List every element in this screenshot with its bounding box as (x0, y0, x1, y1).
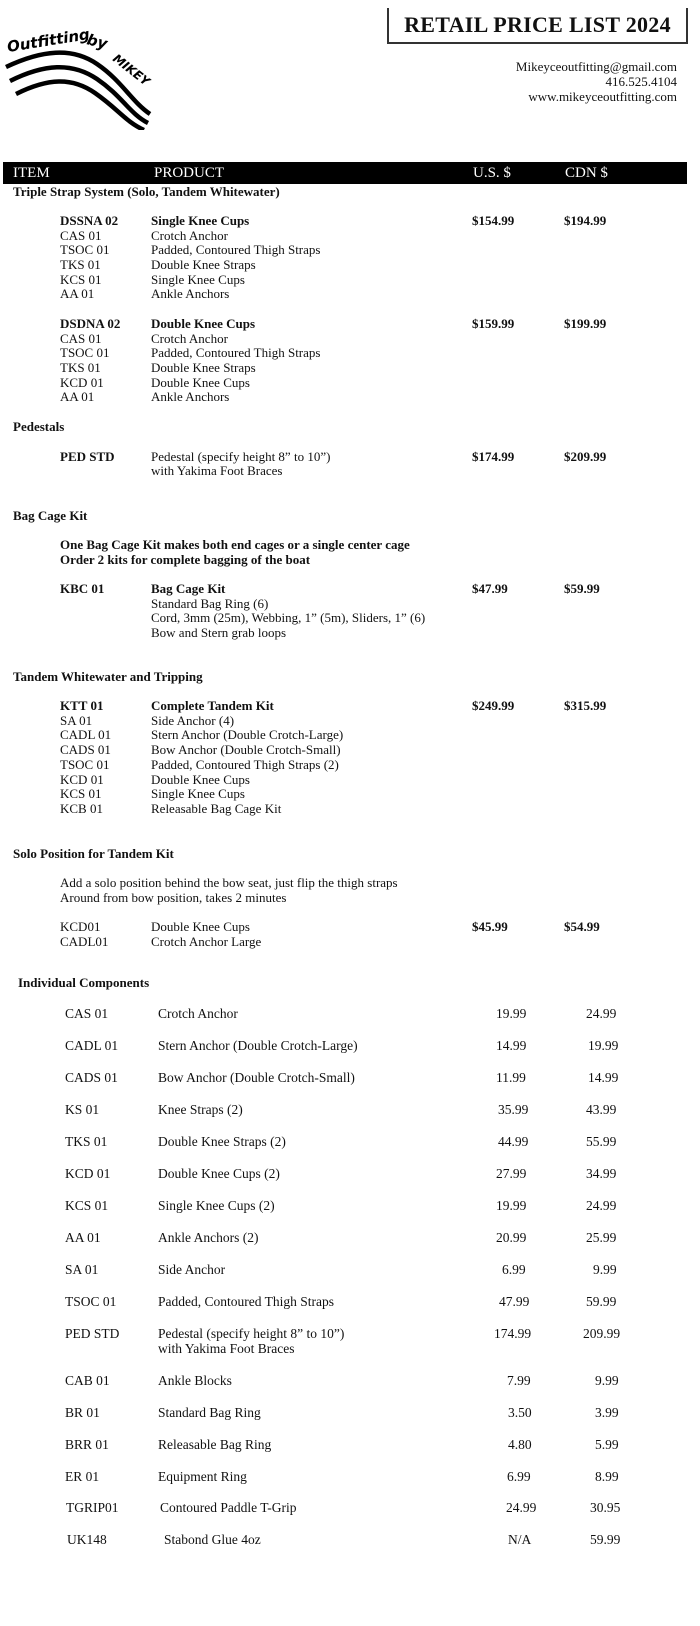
part-code: SA 01 (60, 713, 93, 728)
column-cdn: CDN $ (565, 165, 608, 181)
kit-price-cdn: $194.99 (564, 213, 607, 228)
item-name: Pedestal (specify height 8” to 10”) (151, 449, 331, 464)
section-heading-triple-strap: Triple Strap System (Solo, Tandem Whitewater) (13, 184, 280, 199)
section-heading-bag-cage: Bag Cage Kit (13, 508, 88, 523)
page-title (387, 8, 688, 44)
section-heading-pedestals: Pedestals (13, 419, 65, 434)
component-price-cdn: 24.99 (586, 1006, 617, 1021)
price-cdn: $209.99 (564, 449, 607, 464)
part-code: KCD 01 (60, 375, 104, 390)
component-price-cdn: 19.99 (588, 1038, 619, 1053)
component-price-us: 47.99 (499, 1294, 530, 1309)
kit-name: Single Knee Cups (151, 213, 250, 228)
component-name: Releasable Bag Ring (158, 1437, 272, 1452)
section-heading-components: Individual Components (18, 975, 150, 990)
part-code: CADS 01 (60, 742, 111, 757)
kit-name: Complete Tandem Kit (151, 698, 274, 713)
part-name: Padded, Contoured Thigh Straps (151, 242, 321, 257)
component-price-us: N/A (508, 1532, 532, 1547)
price-us: $45.99 (472, 919, 508, 934)
part-name: Single Knee Cups (151, 786, 245, 801)
part-name: Double Knee Straps (151, 257, 256, 272)
section-note: One Bag Cage Kit makes both end cages or a single center cage (60, 537, 410, 552)
component-name: Standard Bag Ring (158, 1405, 261, 1420)
kit-code: DSDNA 02 (60, 316, 121, 331)
part-code: CADL01 (60, 934, 109, 949)
part-name: Double Knee Cups (151, 772, 250, 787)
component-name: Knee Straps (2) (158, 1102, 243, 1117)
component-price-us: 24.99 (506, 1500, 537, 1515)
component-price-cdn: 14.99 (588, 1070, 619, 1085)
item-detail: Bow and Stern grab loops (151, 625, 287, 640)
component-name: Stern Anchor (Double Crotch-Large) (158, 1038, 358, 1053)
svg-text:by: by (85, 30, 110, 53)
part-code: CADL 01 (60, 727, 112, 742)
item-code: KBC 01 (60, 581, 105, 596)
component-code: TSOC 01 (65, 1294, 117, 1309)
component-name: Double Knee Cups (2) (158, 1166, 280, 1181)
kit-price-cdn: $199.99 (564, 316, 607, 331)
part-name: Crotch Anchor (151, 331, 228, 346)
part-code: KCS 01 (60, 786, 102, 801)
component-code: KS 01 (65, 1102, 100, 1117)
component-code: SA 01 (65, 1262, 99, 1277)
company-logo (2, 22, 162, 130)
section-heading-tandem: Tandem Whitewater and Tripping (13, 669, 203, 684)
component-price-us: 174.99 (494, 1326, 532, 1341)
part-name: Releasable Bag Cage Kit (151, 801, 282, 816)
section-heading-solo: Solo Position for Tandem Kit (13, 846, 174, 861)
component-name: Pedestal (specify height 8” to 10”) (158, 1326, 345, 1341)
component-name: Stabond Glue 4oz (164, 1532, 261, 1547)
component-price-cdn: 59.99 (586, 1294, 617, 1309)
component-price-cdn: 8.99 (595, 1469, 619, 1484)
item-detail: Cord, 3mm (25m), Webbing, 1” (5m), Sliders, 1” (6) (151, 610, 426, 625)
component-price-cdn: 24.99 (586, 1198, 617, 1213)
component-code: KCS 01 (65, 1198, 109, 1213)
part-name: Ankle Anchors (151, 389, 230, 404)
section-note: Around from bow position, takes 2 minutes (60, 890, 287, 905)
component-code: KCD 01 (65, 1166, 111, 1181)
component-name: Equipment Ring (158, 1469, 247, 1484)
component-code: AA 01 (65, 1230, 101, 1245)
component-price-us: 20.99 (496, 1230, 527, 1245)
contact-info (516, 59, 677, 104)
part-code: AA 01 (60, 389, 95, 404)
price-cdn: $54.99 (564, 919, 600, 934)
svg-text:Outfitting: Outfitting (5, 25, 91, 56)
item-detail: Standard Bag Ring (6) (151, 596, 269, 611)
part-name: Crotch Anchor (151, 228, 228, 243)
svg-text:MIKEY: MIKEY (110, 51, 153, 89)
component-name: Single Knee Cups (2) (158, 1198, 275, 1213)
part-code: TSOC 01 (60, 345, 110, 360)
kit-price-us: $249.99 (472, 698, 515, 713)
component-price-cdn: 25.99 (586, 1230, 617, 1245)
component-name: Double Knee Straps (2) (158, 1134, 286, 1149)
component-price-cdn: 55.99 (586, 1134, 617, 1149)
phone-number: 416.525.4104 (605, 74, 677, 89)
part-name: Single Knee Cups (151, 272, 245, 287)
part-code: TSOC 01 (60, 757, 110, 772)
component-price-cdn: 34.99 (586, 1166, 617, 1181)
component-price-cdn: 9.99 (593, 1262, 617, 1277)
component-name: Side Anchor (158, 1262, 226, 1277)
price-us: $47.99 (472, 581, 508, 596)
column-header-bar (3, 162, 687, 184)
component-code: ER 01 (65, 1469, 100, 1484)
component-price-cdn: 59.99 (590, 1532, 621, 1547)
component-name: Ankle Blocks (158, 1373, 232, 1388)
component-price-us: 44.99 (498, 1134, 529, 1149)
kit-code: DSSNA 02 (60, 213, 119, 228)
part-code: CAS 01 (60, 331, 102, 346)
website-link[interactable]: www.mikeyceoutfitting.com (528, 89, 677, 104)
component-price-us: 19.99 (496, 1006, 527, 1021)
item-name: Bag Cage Kit (151, 581, 226, 596)
column-item: ITEM (13, 165, 50, 181)
kit-code: KTT 01 (60, 698, 104, 713)
item-name-line2: with Yakima Foot Braces (151, 463, 283, 478)
component-price-us: 14.99 (496, 1038, 527, 1053)
component-code: BR 01 (65, 1405, 100, 1420)
part-name: Stern Anchor (Double Crotch-Large) (151, 727, 344, 742)
component-code: CADS 01 (65, 1070, 118, 1085)
part-name: Double Knee Straps (151, 360, 256, 375)
part-code: TKS 01 (60, 257, 101, 272)
component-name: Padded, Contoured Thigh Straps (158, 1294, 334, 1309)
part-code: AA 01 (60, 286, 95, 301)
component-name: Contoured Paddle T-Grip (160, 1500, 297, 1515)
price-cdn: $59.99 (564, 581, 600, 596)
component-price-us: 27.99 (496, 1166, 527, 1181)
part-name: Padded, Contoured Thigh Straps (151, 345, 321, 360)
part-name: Double Knee Cups (151, 375, 250, 390)
item-code: PED STD (60, 449, 115, 464)
part-name: Crotch Anchor Large (151, 934, 262, 949)
kit-name: Double Knee Cups (151, 316, 256, 331)
component-price-cdn: 3.99 (595, 1405, 619, 1420)
wave-logo-icon (2, 22, 162, 130)
component-name-line2: with Yakima Foot Braces (158, 1341, 295, 1356)
part-name: Ankle Anchors (151, 286, 230, 301)
price-us: $174.99 (472, 449, 515, 464)
kit-price-cdn: $315.99 (564, 698, 607, 713)
kit-price-us: $154.99 (472, 213, 515, 228)
component-code: UK148 (67, 1532, 107, 1547)
part-name: Padded, Contoured Thigh Straps (2) (151, 757, 339, 772)
component-price-cdn: 209.99 (583, 1326, 621, 1341)
component-price-us: 4.80 (508, 1437, 532, 1452)
part-code: KCD 01 (60, 772, 104, 787)
component-price-us: 6.99 (507, 1469, 531, 1484)
component-code: CAB 01 (65, 1373, 110, 1388)
component-code: BRR 01 (65, 1437, 109, 1452)
part-code: TKS 01 (60, 360, 101, 375)
part-name: Bow Anchor (Double Crotch-Small) (151, 742, 341, 757)
section-note: Add a solo position behind the bow seat, just flip the thigh straps (60, 875, 398, 890)
component-code: TKS 01 (65, 1134, 108, 1149)
part-code: CAS 01 (60, 228, 102, 243)
part-code: KCB 01 (60, 801, 103, 816)
component-code: CADL 01 (65, 1038, 119, 1053)
component-code: PED STD (65, 1326, 120, 1341)
part-name: Side Anchor (4) (151, 713, 235, 728)
component-price-cdn: 30.95 (590, 1500, 621, 1515)
component-price-us: 6.99 (502, 1262, 526, 1277)
column-us: U.S. $ (473, 165, 511, 181)
kit-price-us: $159.99 (472, 316, 515, 331)
component-price-us: 3.50 (508, 1405, 532, 1420)
component-price-us: 11.99 (496, 1070, 526, 1085)
component-price-us: 7.99 (507, 1373, 531, 1388)
component-name: Crotch Anchor (158, 1006, 238, 1021)
component-price-us: 19.99 (496, 1198, 527, 1213)
part-code: KCS 01 (60, 272, 102, 287)
component-name: Bow Anchor (Double Crotch-Small) (158, 1070, 355, 1085)
part-name: Double Knee Cups (151, 919, 250, 934)
component-price-cdn: 43.99 (586, 1102, 617, 1117)
part-code: TSOC 01 (60, 242, 110, 257)
component-code: CAS 01 (65, 1006, 109, 1021)
component-price-cdn: 5.99 (595, 1437, 619, 1452)
component-code: TGRIP01 (66, 1500, 119, 1515)
component-price-us: 35.99 (498, 1102, 529, 1117)
part-code: KCD01 (60, 919, 101, 934)
email-link[interactable]: Mikeyceoutfitting@gmail.com (515, 59, 677, 74)
component-name: Ankle Anchors (2) (158, 1230, 259, 1245)
column-product: PRODUCT (154, 165, 225, 181)
title-text: RETAIL PRICE LIST 2024 (404, 12, 671, 37)
component-price-cdn: 9.99 (595, 1373, 619, 1388)
section-note: Order 2 kits for complete bagging of the boat (60, 552, 311, 567)
